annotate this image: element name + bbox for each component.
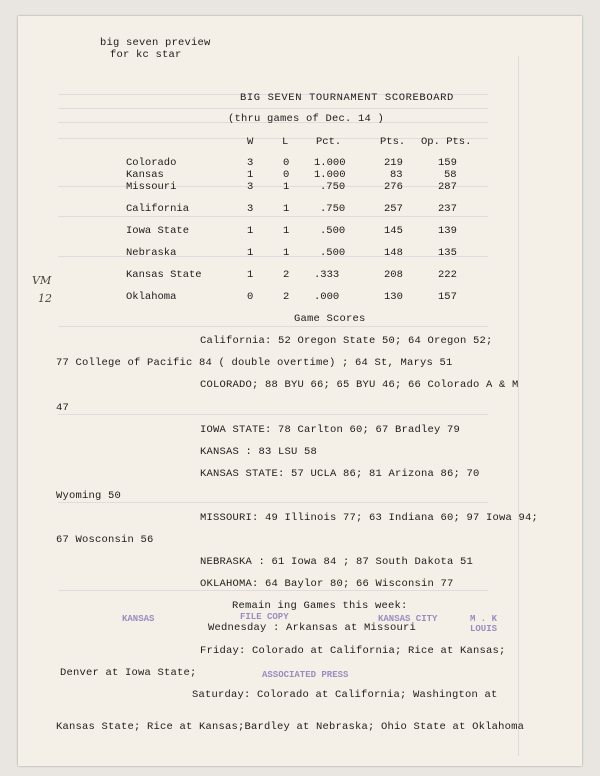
document-page [18,16,582,766]
ruled-line [58,502,488,503]
cell-pct: .750 [320,203,346,215]
team-name: Missouri [126,181,177,193]
cell-w: 3 [247,157,254,169]
cell-pts: 257 [384,203,403,215]
cell-op-pts: 159 [438,157,457,169]
cell-w: 1 [247,225,254,237]
cell-w: 1 [247,269,254,281]
cell-w: 3 [247,181,254,193]
cell-op-pts: 287 [438,181,457,193]
page-title: BIG SEVEN TOURNAMENT SCOREBOARD [240,92,454,104]
handwritten-note: 12 [38,292,52,305]
score-line: 47 [56,402,70,414]
score-line: MISSOURI: 49 Illinois 77; 63 Indiana 60; 97 Iowa 94; [200,512,539,524]
cell-w: 1 [247,169,254,181]
team-name: Nebraska [126,247,177,259]
cell-pct: .333 [314,269,340,281]
cell-pts: 83 [390,169,403,181]
cell-pct: 1.000 [314,169,346,181]
cell-l: 1 [283,225,290,237]
team-name: Kansas [126,169,164,181]
score-line: 77 College of Pacific 84 ( double overtime) ; 64 St, Marys 51 [56,357,453,369]
cell-pts: 219 [384,157,403,169]
score-line: KANSAS : 83 LSU 58 [200,446,318,458]
cell-pct: .500 [320,247,346,259]
remaining-line: Wednesday : Arkansas at Missouri [208,622,417,634]
col-header-l: L [282,136,289,148]
remaining-line: Kansas State; Rice at Kansas;Bardley at Nebraska; Ohio State at Oklahoma [56,721,525,733]
cell-pct: .000 [314,291,340,303]
score-line: California: 52 Oregon State 50; 64 Oregon 52; [200,335,493,347]
ink-stamp: FILE COPY [240,612,289,622]
ink-stamp: KANSAS [122,614,155,624]
cell-pts: 130 [384,291,403,303]
remaining-line: Friday: Colorado at California; Rice at Kansas; [200,645,506,657]
score-line: OKLAHOMA: 64 Baylor 80; 66 Wisconsin 77 [200,578,454,590]
cell-pts: 276 [384,181,403,193]
ink-stamp: KANSAS CITY [378,614,438,624]
ink-stamp: M . K LOUIS [470,614,498,634]
team-name: Oklahoma [126,291,177,303]
ruled-line [58,186,488,187]
cell-pts: 148 [384,247,403,259]
cell-op-pts: 222 [438,269,457,281]
col-header-pct: Pct. [316,136,342,148]
score-line: COLORADO; 88 BYU 66; 65 BYU 46; 66 Colorado A & M [200,379,519,391]
cell-w: 3 [247,203,254,215]
score-line: 67 Wosconsin 56 [56,534,154,546]
page-subtitle: (thru games of Dec. 14 ) [228,113,385,125]
team-name: California [126,203,190,215]
cell-op-pts: 58 [444,169,457,181]
ruled-margin [518,56,519,756]
cell-l: 0 [283,169,290,181]
ink-stamp: ASSOCIATED PRESS [262,670,349,680]
cell-pct: .500 [320,225,346,237]
header-note-line1: big seven preview [100,37,211,49]
score-line: IOWA STATE: 78 Carlton 60; 67 Bradley 79 [200,424,461,436]
score-line: Wyoming 50 [56,490,122,502]
ruled-line [58,216,488,217]
score-line: NEBRASKA : 61 Iowa 84 ; 87 South Dakota 51 [200,556,474,568]
cell-op-pts: 139 [438,225,457,237]
cell-l: 1 [283,181,290,193]
cell-pct: 1.000 [314,157,346,169]
score-line: KANSAS STATE: 57 UCLA 86; 81 Arizona 86; 70 [200,468,480,480]
cell-op-pts: 237 [438,203,457,215]
remaining-line: Denver at Iowa State; [60,667,197,679]
col-header-pts: Pts. [380,136,406,148]
team-name: Colorado [126,157,177,169]
cell-pts: 208 [384,269,403,281]
ruled-line [58,256,488,257]
cell-l: 2 [283,291,290,303]
ruled-line [58,414,488,415]
section-heading-game-scores: Game Scores [294,313,366,325]
ruled-line [58,108,488,109]
remaining-line: Saturday: Colorado at California; Washington at [192,689,498,701]
col-header-w: W [247,136,254,148]
cell-l: 1 [283,247,290,259]
cell-l: 0 [283,157,290,169]
cell-pct: .750 [320,181,346,193]
cell-l: 1 [283,203,290,215]
team-name: Kansas State [126,269,202,281]
team-name: Iowa State [126,225,190,237]
cell-w: 1 [247,247,254,259]
cell-op-pts: 157 [438,291,457,303]
header-note-line2: for kc star [110,49,182,61]
ruled-line [58,590,488,591]
col-header-op-pts: Op. Pts. [421,136,472,148]
cell-pts: 145 [384,225,403,237]
ruled-line [58,326,488,327]
section-heading-remaining: Remain ing Games this week: [232,600,408,612]
cell-l: 2 [283,269,290,281]
cell-w: 0 [247,291,254,303]
cell-op-pts: 135 [438,247,457,259]
handwritten-note: VM [32,274,52,287]
